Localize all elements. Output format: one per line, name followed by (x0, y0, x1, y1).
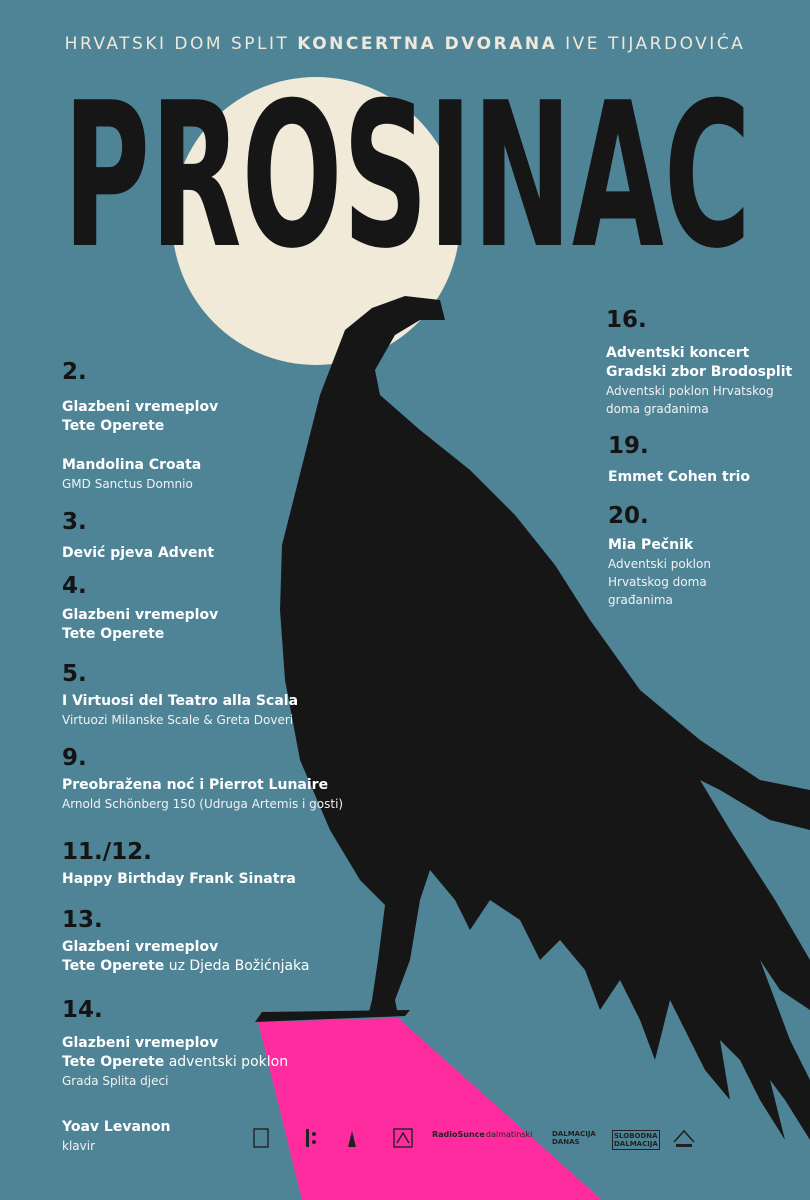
event-16 (606, 306, 792, 418)
event-subtitle: građanima (608, 593, 673, 607)
event-title: Gradski zbor Brodosplit (606, 364, 793, 380)
event-title-note: uz Djeda Božićnjaka (164, 958, 310, 974)
event-title: Glazbeni vremeplov (62, 1035, 219, 1051)
venue-suffix: IVE TIJARDOVIĆA (565, 34, 746, 54)
event-date: 2. (62, 359, 87, 385)
event-subtitle: klavir (62, 1139, 96, 1153)
event-title: I Virtuosi del Teatro alla Scala (62, 693, 299, 709)
city-crest-logo (254, 1129, 268, 1147)
event-date: 14. (62, 997, 103, 1023)
event-title: Glazbeni vremeplov (62, 939, 219, 955)
event-title: Tete Operete (62, 626, 165, 642)
event-subtitle: doma građanima (606, 402, 709, 416)
event-5 (62, 660, 298, 729)
event-title: Preobražena noć i Pierrot Lunaire (62, 777, 329, 793)
event-9 (62, 744, 343, 813)
event-date: 5. (62, 661, 87, 687)
semicolon-logo-dot (312, 1140, 316, 1144)
title-text: PROSINAC (63, 80, 751, 255)
event-date: 9. (62, 745, 87, 771)
event-title-line-2 (62, 1053, 288, 1072)
event-19 (608, 432, 750, 487)
raven-leg (368, 1000, 395, 1016)
tower-logo (348, 1131, 356, 1147)
event-date: 4. (62, 573, 87, 599)
dalmatinski-logo: dalmatinski (486, 1130, 533, 1139)
event-2-item-2 (62, 456, 201, 493)
event-2-item-1 (62, 398, 218, 436)
event-subtitle: Hrvatskog doma (608, 575, 707, 589)
event-title-bold: Tete Operete (62, 1054, 165, 1070)
event-14 (62, 996, 288, 1090)
venue-bold: KONCERTNA DVORANA (297, 34, 558, 54)
event-13 (62, 906, 309, 976)
event-subtitle: Virtuozi Milanske Scale & Greta Doveri (62, 713, 294, 727)
dalmacija-danas-logo: DALMACIJA DANAS (552, 1130, 596, 1146)
event-title: Mia Pečnik (608, 537, 694, 553)
event-4 (62, 572, 218, 644)
event-subtitle: Grada Splita djeci (62, 1074, 169, 1088)
event-11-12 (62, 838, 296, 889)
event-title: Adventski koncert (606, 345, 750, 361)
cerovac-logo (672, 1128, 696, 1150)
event-date: 20. (608, 503, 649, 529)
event-title: Yoav Levanon (62, 1119, 171, 1135)
radio-sunce-logo: RadioSunce (432, 1130, 485, 1139)
event-yoav (62, 1118, 170, 1155)
event-title: Glazbeni vremeplov (62, 399, 219, 415)
event-subtitle: GMD Sanctus Domnio (62, 477, 193, 491)
event-title-note: adventski poklon (164, 1054, 289, 1070)
semicolon-logo-dot (312, 1132, 316, 1136)
event-subtitle: Adventski poklon Hrvatskog (606, 384, 774, 398)
event-title-bold: Tete Operete (62, 958, 165, 974)
event-subtitle: Arnold Schönberg 150 (Udruga Artemis i gosti) (62, 797, 344, 811)
theatre-logo-mark (397, 1133, 409, 1143)
event-title: Mandolina Croata (62, 457, 202, 473)
light-beam (258, 1018, 602, 1200)
event-20 (608, 502, 711, 609)
event-title: Emmet Cohen trio (608, 469, 751, 485)
event-title: Happy Birthday Frank Sinatra (62, 871, 296, 887)
semicolon-logo (306, 1129, 309, 1147)
event-date: 16. (606, 307, 647, 333)
event-2 (62, 358, 87, 386)
event-title-line-2 (62, 957, 309, 976)
event-title: Tete Operete (62, 418, 165, 434)
venue-prefix: HRVATSKI DOM SPLIT (64, 34, 290, 54)
event-3 (62, 508, 214, 563)
event-title: Dević pjeva Advent (62, 545, 215, 561)
event-date: 11./12. (62, 839, 152, 865)
slobodna-dalmacija-logo: SLOBODNA DALMACIJA (612, 1130, 660, 1150)
event-date: 13. (62, 907, 103, 933)
event-title: Glazbeni vremeplov (62, 607, 219, 623)
event-date: 19. (608, 433, 649, 459)
event-date: 3. (62, 509, 87, 535)
event-subtitle: Adventski poklon (608, 557, 711, 571)
